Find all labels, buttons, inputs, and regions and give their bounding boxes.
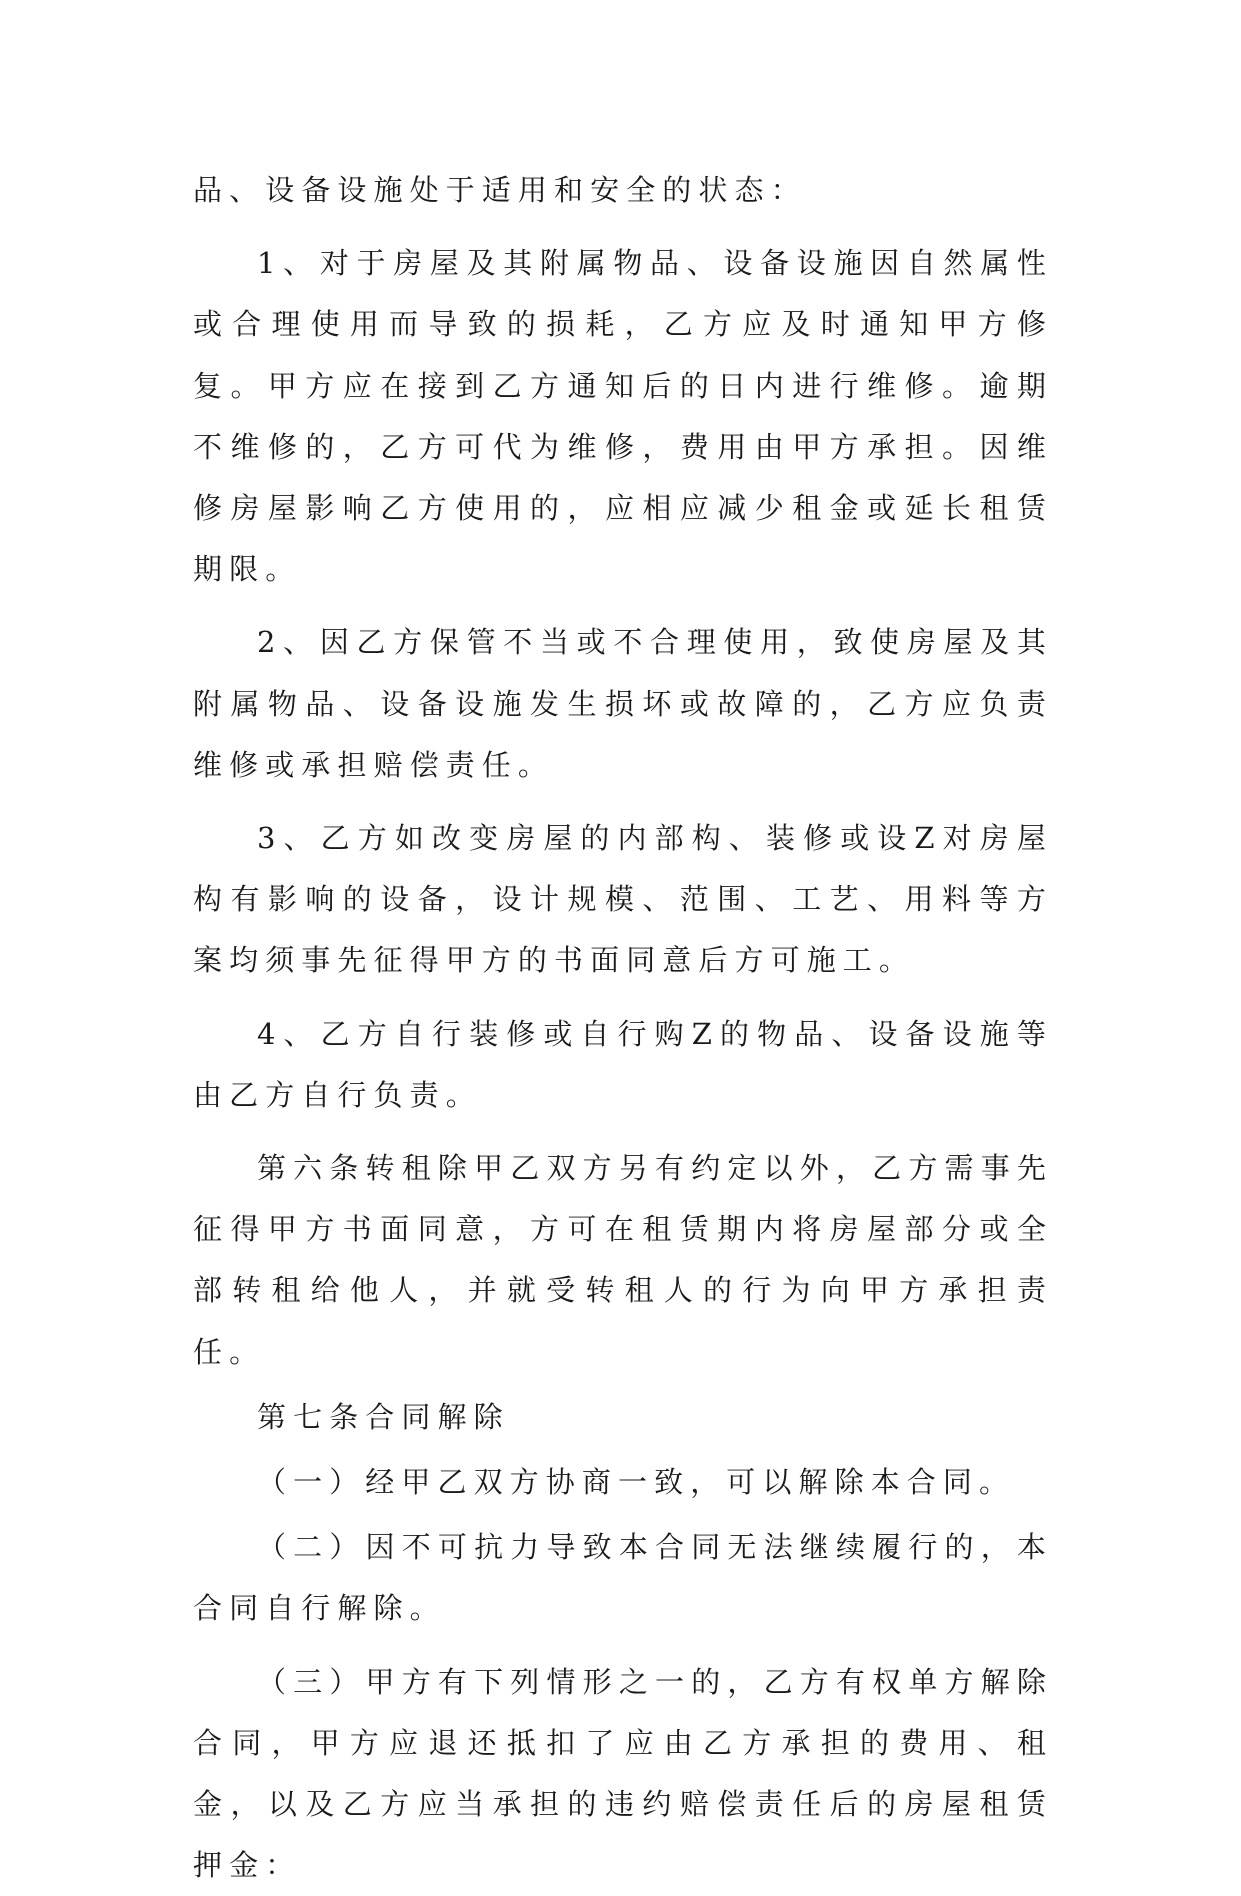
termination-item-1: （一）经甲乙双方协商一致，可以解除本合同。 (257, 1465, 1016, 1500)
termination-item-3: （三）甲方有下列情形之一的，乙方有权单方解除合同，甲方应退还抵扣了应由乙方承担的费用、租金，以及乙方应当承担的违约赔偿责任后的房屋租赁押金： (193, 1664, 1053, 1883)
termination-item-2: （二）因不可抗力导致本合同无法继续履行的，本合同自行解除。 (193, 1530, 1053, 1626)
clause-item-2: 2、因乙方保管不当或不合理使用，致使房屋及其附属物品、设备设施发生损坏或故障的，乙方应负责维修或承担赔偿责任。 (193, 625, 1053, 782)
clause-item-4: 4、乙方自行装修或自行购Z的物品、设备设施等由乙方自行负责。 (193, 1016, 1053, 1112)
article-6-sublease: 第六条转租除甲乙双方另有约定以外，乙方需事先征得甲方书面同意，方可在租赁期内将房屋部分或全部转租给他人，并就受转租人的行为向甲方承担责任。 (193, 1151, 1053, 1369)
article-7-heading: 第七条合同解除 (257, 1399, 510, 1434)
clause-item-3: 3、乙方如改变房屋的内部构、装修或设Z对房屋构有影响的设备，设计规模、范围、工艺、用料等方案均须事先征得甲方的书面同意后方可施工。 (193, 821, 1053, 978)
document-body (193, 160, 1053, 1896)
clause-item-1: 1、对于房屋及其附属物品、设备设施因自然属性或合理使用而导致的损耗，乙方应及时通知甲方修复。甲方应在接到乙方通知后的日内进行维修。逾期不维修的，乙方可代为维修，费用由甲方承担。因维修房屋影响乙方使用的，应相应减少租金或延长租赁期限。 (193, 246, 1053, 587)
paragraph-continuation: 品、设备设施处于适用和安全的状态： (193, 173, 807, 207)
